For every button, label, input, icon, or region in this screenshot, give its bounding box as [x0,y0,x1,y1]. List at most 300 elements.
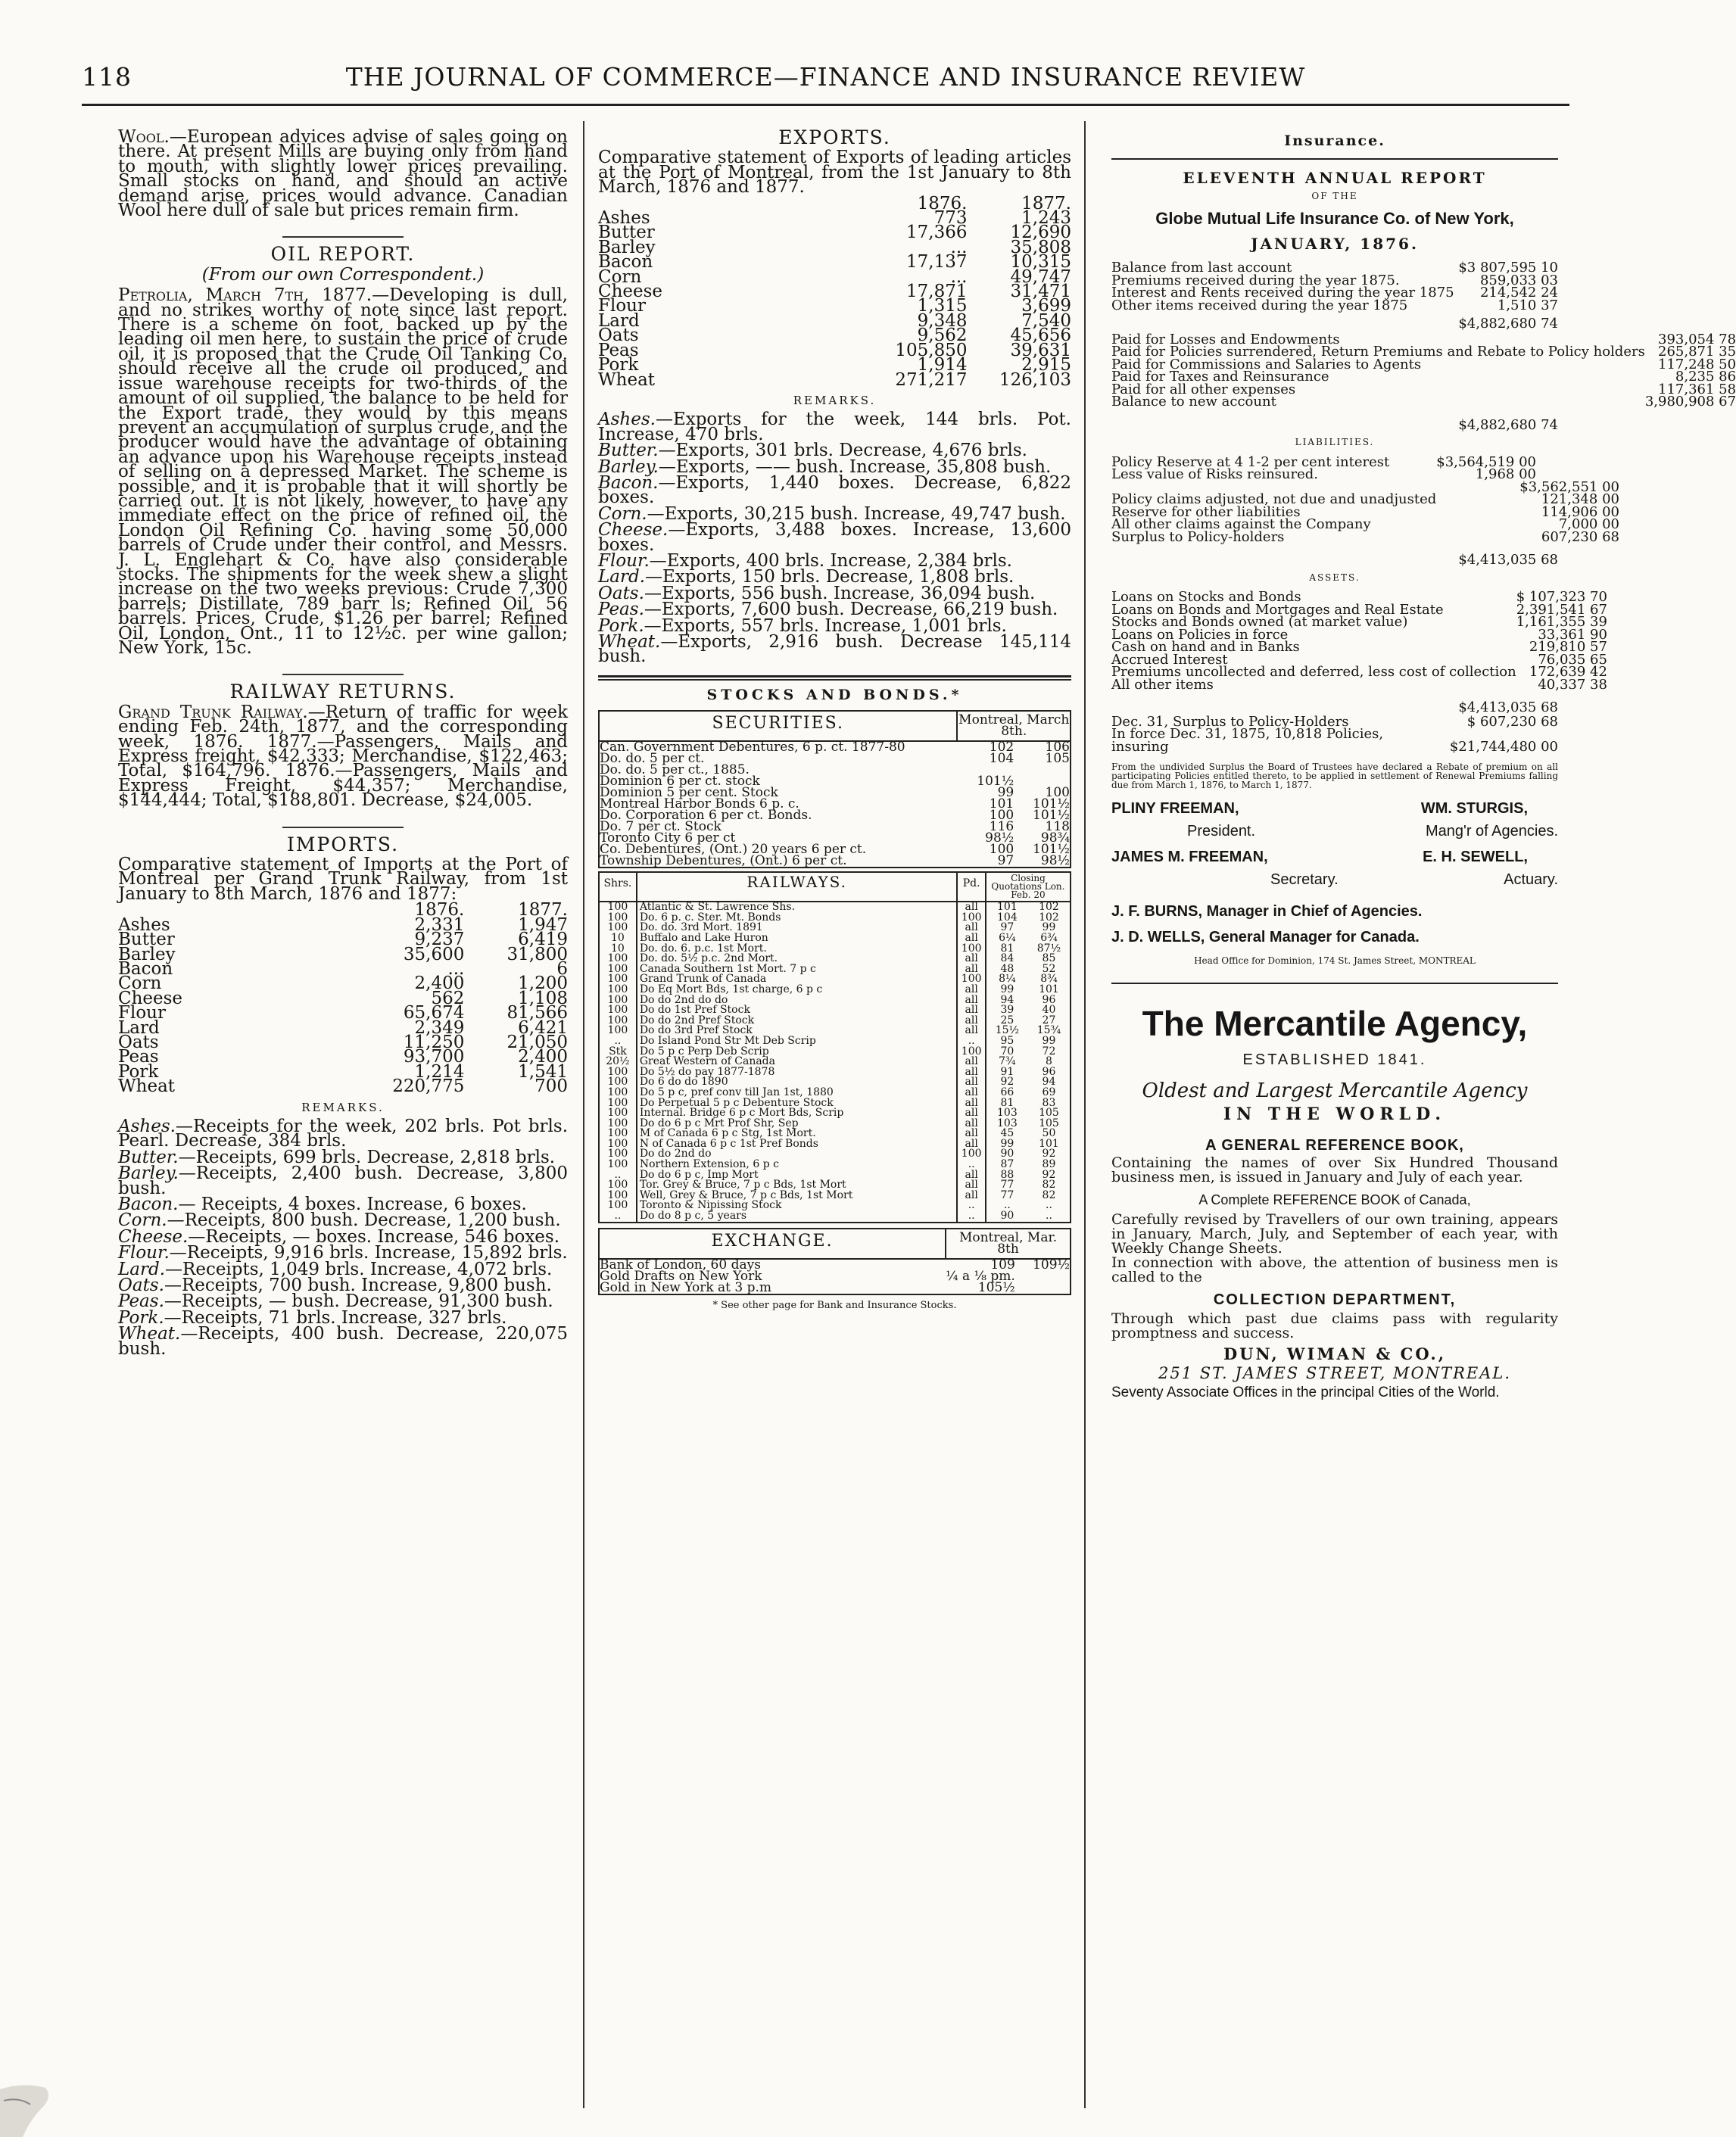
imports-row [118,948,568,962]
item-name: Cash on hand and in Banks [1111,639,1300,655]
railway-paid: all [957,1026,985,1036]
item-name: Paid for Losses and Endowments [1111,331,1340,347]
wool-paragraph [118,127,568,221]
item-name: Cheese [118,988,183,1008]
remark-item: Corn. [118,1210,167,1231]
remark [598,520,1071,555]
canada-reference-text: Carefully revised by Travellers of our own training, appears in January, March, July, and September of each year, with Weekly Change Sheets. [1111,1210,1558,1257]
year-header: 1876. [414,900,465,921]
assets-table-body [1111,591,1607,691]
remark-item: Oats. [598,583,644,603]
item-value [1015,1282,1071,1294]
imports-row [118,1065,568,1079]
page-header [82,62,1569,92]
railway-shares: 100 [599,964,637,975]
railway-quote-low: 97 [1000,921,1014,934]
firm-name: DUN, WIMAN & CO., [1223,1344,1447,1363]
remark-item: Cheese. [118,1226,189,1247]
item-value: 45,656 [1010,326,1071,346]
railway-paid: all [957,1119,985,1129]
item-value: 17,871 [906,282,968,302]
income-row [1111,300,1558,313]
remark [118,1116,568,1151]
year-header: 1877. [518,900,568,921]
railway-paid: 100 [957,913,985,924]
railway-paid: all [957,1067,985,1078]
income-table [1111,262,1558,312]
remark-item: Flour. [118,1243,170,1263]
railway-name: Canada Southern 1st Mort. 7 p c [637,964,958,975]
item-value: 1,914 [917,355,968,375]
item-value: 17,366 [906,223,968,243]
item-value: 1,315 [917,296,968,316]
railway-quote-high: 40 [1042,1004,1056,1017]
item-name: Dominion 5 per cent. Stock [600,785,778,801]
item-name: Gold in New York at 3 p.m [600,1279,772,1295]
remark [598,410,1071,444]
railway-returns-lead: Grand Trunk Railway. [118,702,308,722]
remark-text: —Receipts, 400 bush. Decrease, 220,075 bush. [118,1324,568,1359]
item-value: 116 [989,819,1014,835]
item-value: 2,400 [518,1047,568,1067]
officer-name: JAMES M. FREEMAN, [1111,849,1268,865]
exchange-row [599,1282,1071,1294]
remark-text: —Receipts, 2,400 bush. Decrease, 3,800 bush. [118,1164,568,1198]
item-value: 76,035 65 [1538,651,1607,668]
imports-row [118,977,568,991]
remark-text: —Exports for the week, 144 brls. Pot. Increase, 470 brls. [598,410,1071,444]
item-name: Accrued Interest [1111,651,1228,668]
railway-shares: .. [599,1211,637,1223]
railway-paid: 100 [957,1047,985,1058]
item-name: Surplus to Policy-holders [1111,528,1285,545]
railway-name: Do do 2nd do do [637,995,958,1006]
exports-row [598,241,1071,255]
exports-row [598,344,1071,358]
inforce-value: $21,744,480 00 [1449,738,1558,755]
railway-quote-low: 6¼ [999,932,1016,944]
annual-report-title: ELEVENTH ANNUAL REPORT [1183,168,1487,187]
railway-paid: all [957,954,985,964]
officer-name: PLINY FREEMAN, [1111,800,1239,817]
railways-header: RAILWAYS. [637,872,958,902]
railway-name: M of Canada 6 p c Stg, 1st Mort. [637,1129,958,1139]
item-name: Township Debentures, (Ont.) 6 per ct. [600,853,847,869]
item-name: Barley [598,237,656,257]
item-value: ¼ a ⅛ pm. [946,1268,1015,1284]
railway-quote-high: 69 [1042,1086,1056,1098]
railway-quote-low: 87 [1000,1158,1014,1171]
item-value: 393,054 78 [1658,331,1736,347]
liability-label: Policy Reserve at 4 1-2 per cent interest [1111,453,1390,470]
item-value: 700 [535,1076,568,1097]
inforce-label: In force Dec. 31, 1875, 10,818 Policies, insuring [1111,726,1384,755]
remark-item: Cheese. [598,520,669,540]
exports-row [598,329,1071,343]
item-name: Balance from last account [1111,260,1292,276]
railway-shares: 100 [599,913,637,924]
railway-quote-low: 88 [1000,1168,1014,1181]
imports-heading: IMPORTS. [286,833,400,855]
railway-quote-high: 92 [1042,1168,1056,1181]
railway-name: Internal. Bridge 6 p c Mort Bds, Scrip [637,1108,958,1119]
railway-quote-high: 85 [1042,952,1056,965]
railway-quote-high: 105 [1039,1117,1059,1129]
railway-paid: .. [957,1201,985,1211]
railway-shares: .. [599,1036,637,1047]
item-name: Lard [118,1017,160,1038]
item-value: 40,337 38 [1538,676,1607,693]
railway-shares: 20½ [599,1057,637,1067]
item-name: Ashes [118,914,170,935]
item-value: ... [950,237,968,257]
remark-text: —Exports, 7,600 bush. Decrease, 66,219 bush. [644,600,1058,620]
item-value: 12,690 [1010,223,1071,243]
item-value: 98½ [1040,853,1070,869]
railways-header-row [599,872,1071,902]
railway-quote-high: 101 [1039,983,1059,995]
railway-quote-high: 99 [1042,921,1056,934]
railway-shares: 100 [599,1191,637,1201]
item-value: 2,331 [414,914,465,935]
railway-quote-low: 7¾ [999,1055,1016,1068]
insurance-heading: Insurance. [1284,132,1385,149]
item-value [1015,1271,1071,1282]
railway-paid: all [957,933,985,944]
item-value: 106 [1045,740,1070,755]
report-date: JANUARY, 1876. [1251,234,1419,253]
item-value: 2,915 [1021,355,1071,375]
railway-quote-high: 82 [1042,1188,1056,1201]
exports-row [598,226,1071,240]
item-name: Do. 7 per ct. Stock [600,819,722,835]
remark-text: —Receipts, 700 bush. Increase, 9,800 bush. [164,1276,552,1296]
column-divider-left [583,121,584,2108]
disbursement-row [1111,396,1736,409]
remark-item: Barley. [598,456,659,477]
disbursements-total: $4,882,680 74 [1458,416,1558,433]
remark-item: Ashes. [598,410,656,430]
item-value: 3,980,908 67 [1644,394,1736,410]
item-value: 9,237 [414,930,465,950]
railway-quote-high: 87½ [1036,942,1061,955]
item-value: $ 107,323 70 [1516,589,1607,605]
item-value: 2,391,541 67 [1516,601,1607,618]
railway-quote-high: 8 [1046,1055,1052,1068]
item-value: 3,699 [1021,296,1071,316]
remark-text: —Receipts, 1,049 brls. Increase, 4,072 brls. [165,1259,553,1279]
item-name: Co. Debentures, (Ont.) 20 years 6 per ct. [600,842,867,858]
item-value: 9,562 [917,326,968,346]
imports-row [118,1036,568,1050]
item-name: Corn [118,973,162,994]
remark-item: Bacon. [118,1195,179,1214]
item-value: 562 [431,988,465,1008]
item-value: 1,541 [518,1061,568,1082]
railway-shares: 100 [599,954,637,964]
item-name: Paid for Taxes and Reinsurance [1111,369,1329,385]
item-name: Ashes [598,208,650,229]
remark-item: Pork. [118,1307,164,1328]
item-value: 105 [1045,751,1070,767]
assets-table [1111,591,1607,691]
item-name: Bank of London, 60 days [600,1257,761,1273]
officer-name: E. H. SEWELL, [1423,849,1528,865]
railway-quote-low: 70 [1000,1045,1014,1058]
railway-quote-high: .. [1046,1210,1052,1223]
officer-name: WM. STURGIS, [1420,800,1528,817]
oil-report-subtitle: (From our own Correspondent.) [201,264,485,285]
item-value: 117,361 58 [1658,381,1736,397]
railway-shares: 100 [599,1149,637,1160]
item-value: 98¾ [1040,830,1070,846]
railway-shares: 100 [599,1005,637,1016]
item-value: 81,566 [506,1003,568,1023]
railways-shares-header: Shrs. [599,872,637,902]
liability-net: $3,562,551 00 [1519,478,1619,495]
railway-paid: all [957,1180,985,1191]
item-value: 33,361 90 [1538,626,1607,643]
item-value: 2,349 [414,1017,465,1038]
railway-quote-high: 89 [1042,1158,1056,1171]
railway-name: Do do 1st Pref Stock [637,1005,958,1016]
railway-paid: all [957,1191,985,1201]
item-value: 8,235 86 [1675,369,1736,385]
asset-row [1111,679,1607,692]
railway-name: Do. 6 p. c. Ster. Mt. Bonds [637,913,958,924]
item-value: 31,800 [506,944,568,964]
item-name: Wheat [598,369,656,390]
railway-paid: all [957,995,985,1006]
railway-quote-low: 90 [1000,1210,1014,1223]
railway-paid: .. [957,1211,985,1223]
railway-quote-high: 96 [1042,1065,1056,1078]
railway-shares: 100 [599,1119,637,1129]
item-name: Do. Corporation 6 per ct. Bonds. [600,808,812,824]
railway-paid: all [957,1170,985,1181]
item-name: Oats [118,1032,159,1052]
exports-row [598,270,1071,285]
of-the: OF THE [1311,191,1358,201]
railway-quote-low: 92 [1000,1076,1014,1089]
remark-item: Butter. [118,1147,179,1167]
remark-item: Peas. [118,1291,164,1312]
journal-title: THE JOURNAL OF COMMERCE—FINANCE AND INSURANCE REVIEW [345,62,1306,92]
railway-quote-low: 66 [1000,1086,1014,1098]
railway-shares: 100 [599,995,637,1006]
railway-name: Do 6 do do 1890 [637,1077,958,1088]
item-value: 98½ [985,830,1014,846]
item-name: Flour [118,1003,166,1023]
item-value: 1,214 [414,1061,465,1082]
item-value: 6 [556,958,568,979]
assets-total: $4,413,035 68 [1458,699,1558,715]
remark-text: —Exports, 2,916 bush. Decrease 145,114 bush. [598,632,1071,667]
item-value: 265,871 35 [1658,344,1736,360]
railways-quotations-header: Closing Quotations Lon. Feb. 20 [991,873,1065,901]
securities-header-row [599,711,1071,741]
page-number: 118 [82,62,132,92]
remark-text: —Receipts, 9,916 brls. Increase, 15,892 brls. [169,1243,568,1263]
general-reference-text: Containing the names of over Six Hundred Thousand business men, is issued in January and July of each year. [1111,1154,1558,1185]
item-name: Toronto City 6 per ct [600,830,736,846]
railway-quote-low: 39 [1000,1004,1014,1017]
exports-table [598,193,1071,390]
remark-item: Ashes. [118,1116,176,1136]
exports-remarks-heading: REMARKS. [793,393,877,407]
railway-name: Do Island Pond Str Mt Deb Scrip [637,1036,958,1047]
railway-paid: all [957,1057,985,1067]
item-value: 172,639 42 [1529,664,1607,680]
remark-item: Peas. [598,600,644,620]
remark-text: —Exports, 1,440 boxes. Decrease, 6,822 boxes. [598,472,1071,508]
item-value: 1,510 37 [1497,297,1558,313]
railway-returns-text: —Return of traffic for week ending Feb. 24th, 1877, and the corresponding week, 1876. 1877.—Passengers, Mails and Express freight, $42,333; Merchandise, $122,463; Total, $164,796. 1876.—Passengers, Mails and Express Freight, $44,357; Merchandise, $144,444; Total, $188,801. Decrease, $24,005. [118,702,569,811]
item-value: 773 [933,208,968,229]
imports-row [118,992,568,1006]
item-value: 93,700 [403,1047,465,1067]
item-value: 17,137 [906,252,968,273]
liability-label: Less value of Risks reinsured. [1111,466,1318,482]
item-value [1014,765,1071,776]
surplus-label: Dec. 31, Surplus to Policy-Holders [1111,713,1349,730]
item-value: 126,103 [999,369,1071,390]
item-name: Paid for all other expenses [1111,381,1296,397]
remark-text: —Receipts, 800 bush. Decrease, 1,200 bush. [167,1210,561,1231]
remark-text: —Exports, 150 brls. Decrease, 1,808 brls. [645,567,1014,587]
item-name: All other items [1111,676,1214,693]
railway-quote-low: 8¼ [999,973,1016,986]
railway-quote-low: 99 [1000,1137,1014,1150]
item-value: 9,348 [917,310,968,331]
remark-item: Lard. [598,567,646,587]
railway-returns-paragraph [118,702,569,811]
item-name: Paid for Commissions and Salaries to Agents [1111,356,1422,372]
item-name: Premiums received during the year 1875. [1111,272,1400,288]
item-name: Bacon [118,958,173,979]
item-value: ... [950,266,968,287]
mercantile-agency-title: The Mercantile Agency, [1142,1003,1528,1043]
in-the-world: IN THE WORLD. [1223,1104,1447,1124]
item-value: 100 [1045,785,1070,801]
item-value: 101½ [1033,808,1070,824]
railway-paid: all [957,1139,985,1150]
item-value: 1,161,355 39 [1516,614,1607,630]
railway-quote-low: 77 [1000,1179,1014,1192]
railway-paid: all [957,1005,985,1016]
railway-shares: Stk [599,1047,637,1058]
railway-shares: 100 [599,1016,637,1026]
item-value: 7,000 00 [1558,516,1619,532]
remark-item: Wheat. [118,1324,181,1344]
item-value: 10,315 [1010,252,1071,273]
railway-paid: 100 [957,1149,985,1160]
oil-report-heading: OIL REPORT. [270,243,416,266]
railway-quote-low: 104 [997,911,1018,924]
railway-paid: .. [957,1036,985,1047]
imports-intro: Comparative statement of Imports at the Port of Montreal per Grand Trunk Railway, from 1st January to 8th March, 1876 and 1877: [118,855,568,904]
item-name: Stocks and Bonds owned (at market value) [1111,614,1408,630]
item-name: Can. Government Debentures, 6 p. ct. 1877-80 [600,740,905,755]
railway-name: Do do 6 p c Mrt Prof Shr, Sep [637,1119,958,1129]
railway-quote-low: 77 [1000,1188,1014,1201]
railway-shares: 100 [599,1160,637,1170]
railway-returns-heading: RAILWAY RETURNS. [229,681,457,703]
connection-text: In connection with above, the attention of business men is called to the [1111,1254,1558,1285]
imports-remarks [118,1116,568,1359]
railway-shares: 100 [599,1088,637,1098]
railway-quote-high: 8¾ [1040,973,1058,986]
railway-shares: 10 [599,944,637,955]
general-reference-book: A GENERAL REFERENCE BOOK, [1205,1136,1464,1154]
railway-shares: 10 [599,933,637,944]
right-column [1111,132,1736,1400]
railway-name: Tor. Grey & Bruce, 7 p c Bds, 1st Mort [637,1180,958,1191]
section-rule [282,674,404,675]
officer-title: President. [1187,823,1256,840]
imports-row [118,1079,568,1094]
railway-quote-high: 83 [1042,1096,1056,1109]
railway-paid: all [957,964,985,975]
manager-line: J. F. BURNS, Manager in Chief of Agencies. [1111,903,1423,920]
securities-header: SECURITIES. [599,711,957,741]
item-value: 102 [989,740,1014,755]
railway-shares: 100 [599,985,637,995]
item-value: 859,033 03 [1479,272,1558,288]
railways-table-body [599,902,1071,1222]
railway-quote-low: 103 [997,1107,1018,1120]
exchange-header: EXCHANGE. [599,1229,946,1259]
remark-item: Bacon. [598,472,659,493]
railway-paid: all [957,985,985,995]
railway-quote-high: 105 [1039,1107,1059,1120]
railway-shares: 100 [599,1026,637,1036]
exports-row [598,211,1071,226]
item-name: Peas [598,340,639,360]
item-value: 101 [989,796,1014,812]
railway-name: Do Eq Mort Bds, 1st charge, 6 p c [637,985,958,995]
item-name: Peas [118,1047,159,1067]
railway-quote-high: 92 [1042,1148,1056,1160]
railways-table [598,871,1071,1223]
railway-paid: all [957,1077,985,1088]
item-value: 105½ [977,1279,1015,1295]
associate-offices: Seventy Associate Offices in the principal Cities of the World. [1111,1385,1500,1400]
exports-row [598,314,1071,329]
railway-shares: .. [599,1170,637,1181]
section-rule [282,236,404,238]
railway-name: N of Canada 6 p c 1st Pref Bonds [637,1139,958,1150]
oil-report-paragraph [118,285,568,658]
item-value: 109½ [1033,1257,1070,1273]
railway-name: Do Perpetual 5 p c Debenture Stock [637,1098,958,1109]
section-rule [282,827,404,828]
agency-rule [1111,983,1558,984]
item-name: Wheat [118,1076,176,1097]
remark-text: —Exports, 557 brls. Increase, 1,001 brls. [644,615,1007,636]
remark-item: Oats. [118,1276,164,1296]
railway-shares: 100 [599,1108,637,1119]
item-value: 21,050 [506,1032,568,1052]
item-name: Butter [598,223,655,243]
railway-shares: 100 [599,974,637,985]
item-name: Do. do. 5 per ct. [600,751,705,767]
item-value: 214,542 24 [1479,285,1558,301]
railway-shares: 100 [599,1201,637,1211]
railway-name: Do 5 p c Perp Deb Scrip [637,1047,958,1058]
remark [118,1164,568,1198]
manager-line: J. D. WELLS, General Manager for Canada. [1111,929,1420,945]
